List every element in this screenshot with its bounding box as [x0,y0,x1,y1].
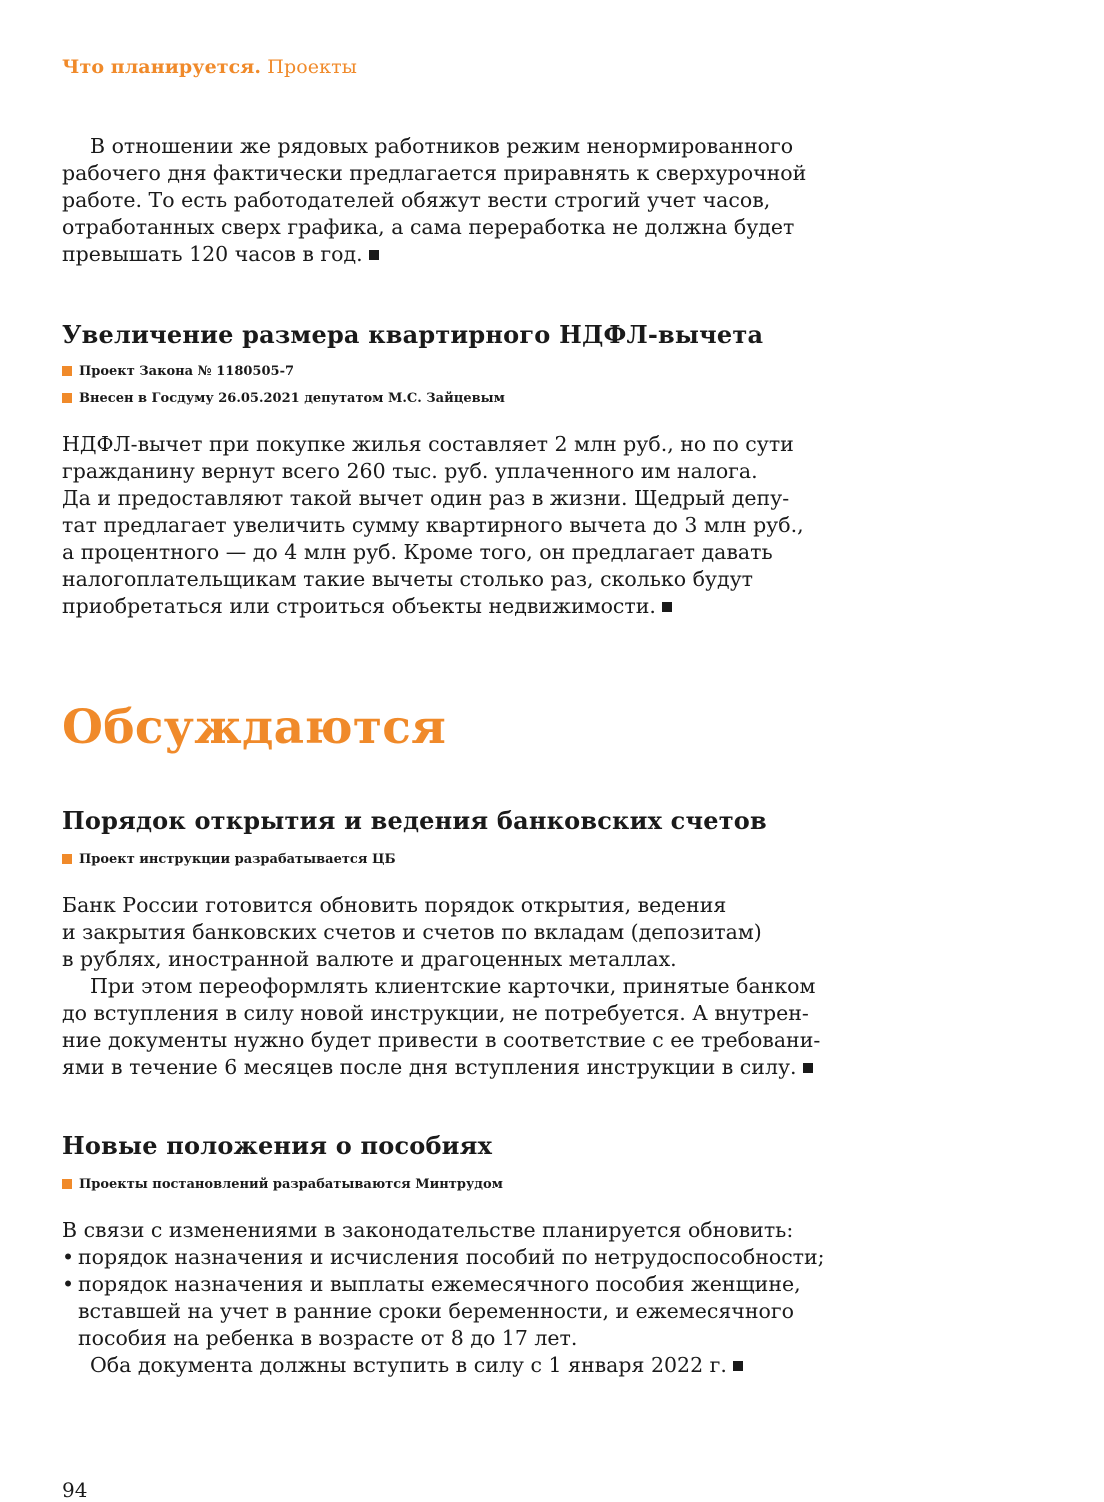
text-line: в рублях, иностранной валюте и драгоценных металлах. [62,947,677,971]
bullet-dot-icon: • [62,1245,75,1269]
text-line: и закрытия банковских счетов и счетов по вкладам (депозитам) [62,920,762,944]
article-title-benefits: Новые положения о пособиях [62,1131,493,1160]
article-meta-line [62,1177,503,1192]
text-line: гражданину вернут всего 260 тыс. руб. уплаченного им налога. [62,459,758,483]
end-of-article-mark [369,250,379,260]
article-meta-line [62,364,294,379]
text-line: рабочего дня фактически предлагается приравнять к сверхурочной [62,161,807,185]
article-title-ndfl: Увеличение размера квартирного НДФЛ-вычета [62,320,764,349]
text-line: ние документы нужно будет привести в соответствие с ее требовани- [62,1028,821,1052]
text-line: Да и предоставляют такой вычет один раз в жизни. Щедрый депу- [62,486,790,510]
orange-square-bullet-icon [62,366,72,376]
running-head-subsection: Проекты [267,56,357,78]
article-meta-line [62,391,505,406]
text-line-last [62,1352,825,1379]
text-line-content: приобретаться или строиться объекты недвижимости. [62,594,656,618]
page-number: 94 [62,1478,88,1502]
text-line-content: превышать 120 часов в год. [62,242,363,266]
bullet-dot-icon: • [62,1272,75,1296]
text-line-content: ями в течение 6 месяцев после дня вступления инструкции в силу. [62,1055,797,1079]
text-line: работе. То есть работодателей обяжут вести строгий учет часов, [62,188,771,212]
orange-square-bullet-icon [62,393,72,403]
text-line: отработанных сверх графика, а сама переработка не должна будет [62,215,795,239]
end-of-article-mark [733,1361,743,1371]
orange-square-bullet-icon [62,854,72,864]
running-head-section: Что планируется. [62,56,262,78]
text-line: В связи с изменениями в законодательстве планируется обновить: [62,1218,794,1242]
article-body-ndfl [62,431,804,620]
section-title: Обсуждаются [62,700,447,755]
text-line: до вступления в силу новой инструкции, не потребуется. А внутрен- [62,1001,809,1025]
text-line-last [62,1054,820,1081]
article-body-benefits [62,1217,825,1379]
text-line: Банк России готовится обновить порядок открытия, ведения [62,893,727,917]
text-line-content: Оба документа должны вступить в силу с 1 января 2022 г. [90,1353,727,1377]
list-item [62,1271,825,1352]
text-line: пособия на ребенка в возрасте от 8 до 17 лет. [78,1326,578,1350]
text-line: тат предлагает увеличить сумму квартирного вычета до 3 млн руб., [62,513,804,537]
text-line: порядок назначения и выплаты ежемесячного пособия женщине, [78,1272,801,1296]
intro-paragraph [62,133,806,268]
meta-text: Проекты постановлений разрабатываются Минтрудом [79,1177,503,1192]
meta-text: Проект инструкции разрабатывается ЦБ [79,852,396,867]
text-line-last [62,593,804,620]
article-meta-line [62,852,396,867]
text-line: вставшей на учет в ранние сроки беременности, и ежемесячного [78,1299,794,1323]
text-line: При этом переоформлять клиентские карточки, принятые банком [90,974,816,998]
meta-text: Проект Закона № 1180505-7 [79,364,295,379]
text-line: порядок назначения и исчисления пособий по нетрудоспособности; [78,1245,825,1269]
article-title-bank-accounts: Порядок открытия и ведения банковских счетов [62,806,767,835]
orange-square-bullet-icon [62,1179,72,1189]
meta-text: Внесен в Госдуму 26.05.2021 депутатом М.С. Зайцевым [79,391,505,406]
text-line-last [62,241,806,268]
text-line: а процентного — до 4 млн руб. Кроме того, он предлагает давать [62,540,773,564]
end-of-article-mark [803,1063,813,1073]
text-line: налогоплательщикам такие вычеты столько раз, сколько будут [62,567,754,591]
end-of-article-mark [662,602,672,612]
running-head [62,56,357,78]
article-body-bank-accounts [62,892,820,1081]
list-item [62,1244,825,1271]
text-line: В отношении же рядовых работников режим ненормированного [90,134,794,158]
text-line: НДФЛ-вычет при покупке жилья составляет 2 млн руб., но по сути [62,432,794,456]
